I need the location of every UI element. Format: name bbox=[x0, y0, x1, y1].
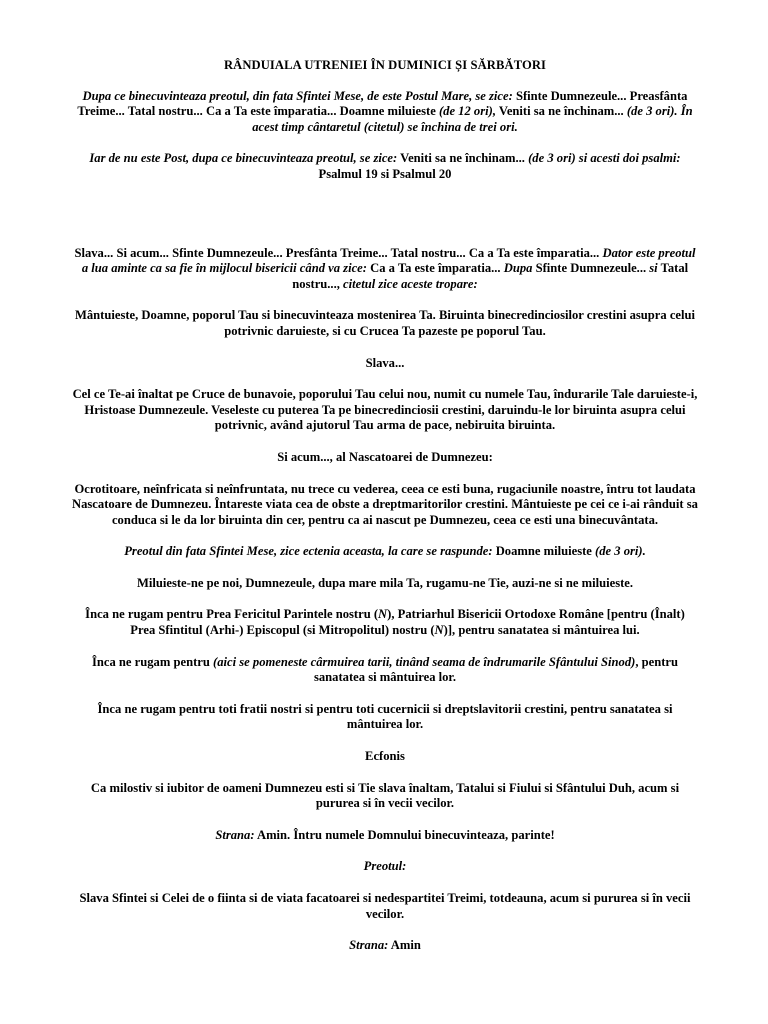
rubric-text: N bbox=[378, 607, 388, 622]
prayer-text: Doamne miluieste bbox=[492, 544, 596, 559]
prayer-text: Sfinte Dumnezeule... Preasfânta Treime... Tatal nostru... Ca a Ta este împaratia... Doamne miluieste bbox=[77, 88, 688, 119]
rubric-text: N bbox=[434, 623, 444, 638]
paragraph-lent-intro bbox=[72, 89, 698, 136]
slava-line: Slava... bbox=[365, 355, 405, 370]
document-page bbox=[72, 58, 698, 970]
rubric-text: (de 12 ori), bbox=[438, 104, 496, 119]
rubric-text: Preotul din fata Sfintei Mese, zice ectenia aceasta, la care se raspunde: bbox=[124, 544, 493, 559]
rubric-text: Strana: bbox=[215, 827, 255, 842]
ectenia-petition-2 bbox=[72, 607, 698, 638]
rubric-text: Dupa bbox=[503, 261, 533, 276]
prayer-text: Slava... Si acum... Sfinte Dumnezeule... Presfânta Treime... Tatal nostru... Ca a Ta este împaratia... bbox=[74, 245, 603, 260]
rubric-text: si bbox=[649, 261, 658, 276]
paragraph-ectenia-rubric bbox=[72, 544, 698, 560]
prayer-text: , pentru sanatatea si mântuirea lor. bbox=[313, 654, 679, 685]
rubric-text: (de 3 ori) si acesti doi psalmi: bbox=[528, 151, 681, 166]
theotokion-text: Ocrotitoare, neînfricata si neînfruntata, nu trece cu vederea, ceea ce esti buna, rugaciunile noastre, întru tot laudata Nascatoare de Dumnezeu. Întareste viata cea de obste a dreptmaritorilor crestini. Mântuieste pe cei ce i-ai rânduit sa conduca si le da lor biruinta din cer, pentru ca ai nascut pe Dumnezeu, ceea ce esti una binecuvântata. bbox=[72, 481, 698, 527]
rubric-text: Dator este preotul a lua aminte ca sa fie în mijlocul bisericii când va zice: bbox=[81, 245, 696, 276]
prayer-text: Înca ne rugam pentru Prea Fericitul Parintele nostru ( bbox=[85, 607, 379, 622]
ecfonis-heading: Ecfonis bbox=[365, 749, 405, 764]
paragraph-non-lent-intro bbox=[72, 151, 698, 182]
ectenia-petition-4: Înca ne rugam pentru toti fratii nostri si pentru toti cucernicii si dreptslavitorii crestini, pentru sanatatea si mântuirea lor. bbox=[97, 701, 673, 732]
rubric-text: (aici se pomeneste cârmuirea tarii, tinând seama de îndrumarile Sfântului Sinod) bbox=[213, 654, 636, 669]
troparion-1: Mântuieste, Doamne, poporul Tau si binecuvinteaza mostenirea Ta. Biruinta binecredinciosilor crestini asupra celui potrivnic daruieste, si cu Crucea Ta pazeste pe poporul Tau. bbox=[74, 308, 696, 338]
rubric-text: Preotul: bbox=[363, 859, 407, 874]
prayer-text: Ca a Ta este împaratia... bbox=[366, 261, 504, 276]
prayer-text: ), Patriarhul Bisericii Ortodoxe Române [pentru (Înalt) Prea Sfintitul (Arhi-) Episcopul (si Mitropolitul) nostru ( bbox=[130, 607, 685, 638]
ectenia-petition-1: Miluieste-ne pe noi, Dumnezeule, dupa mare mila Ta, rugamu-ne Tie, auzi-ne si ne miluieste. bbox=[136, 575, 634, 590]
prayer-text: Amin bbox=[388, 938, 421, 953]
rubric-text: Dupa ce binecuvinteaza preotul, din fata Sfintei Mese, de este Postul Mare, se zice: bbox=[82, 88, 513, 103]
ectenia-petition-3 bbox=[72, 655, 698, 686]
rubric-text: (de 3 ori). În acest timp cântaretul (citetul) se închina de trei ori. bbox=[252, 104, 693, 134]
document-title: RÂNDUIALA UTRENIEI ÎN DUMINICI ȘI SĂRBĂTORI bbox=[223, 58, 547, 72]
rubric-text: (de 3 ori). bbox=[595, 544, 646, 559]
strana-response-2 bbox=[72, 938, 698, 954]
paragraph-slava-intro bbox=[72, 246, 698, 293]
prayer-text: Amin. Întru numele Domnului binecuvinteaza, parinte! bbox=[254, 827, 555, 842]
prayer-text: Veniti sa ne închinam... bbox=[495, 104, 627, 119]
strana-response-1 bbox=[72, 828, 698, 844]
doxology-text: Slava Sfintei si Celei de o fiinta si de viata facatoarei si nedespartitei Treimi, totdeauna, acum si pururea si în vecii vecilor. bbox=[79, 891, 691, 921]
prayer-text: Psalmul 19 si Psalmul 20 bbox=[318, 166, 452, 181]
theotokion-heading: Si acum..., al Nascatoarei de Dumnezeu: bbox=[277, 449, 493, 464]
prayer-text: Tatal nostru..., bbox=[292, 261, 689, 291]
prayer-text: Înca ne rugam pentru bbox=[91, 654, 214, 669]
blank-space bbox=[72, 199, 698, 246]
prayer-text: Veniti sa ne închinam... bbox=[397, 151, 529, 166]
ecfonis-text: Ca milostiv si iubitor de oameni Dumnezeu esti si Tie slava înaltam, Tatalui si Fiului si Sfântului Duh, acum si pururea si în vecii vecilor. bbox=[90, 780, 680, 811]
rubric-text: citetul zice aceste tropare: bbox=[343, 276, 478, 291]
preotul-heading bbox=[72, 859, 698, 875]
prayer-text: )], pentru sanatatea si mântuirea lui. bbox=[443, 623, 640, 638]
troparion-2: Cel ce Te-ai înaltat pe Cruce de bunavoie, poporului Tau celui nou, numit cu numele Tau, îndurarile Tale daruieste-i, Hristoase Dumnezeule. Veseleste cu puterea Ta pe binecredinciosii crestini, daruindu-le lor biruinta asupra celui potrivnic, având ajutorul Tau arma de pace, nebiruita biruinta. bbox=[72, 387, 698, 433]
prayer-text: Sfinte Dumnezeule... bbox=[532, 261, 650, 276]
rubric-text: Iar de nu este Post, dupa ce binecuvinteaza preotul, se zice: bbox=[89, 151, 398, 166]
rubric-text: Strana: bbox=[349, 938, 389, 953]
